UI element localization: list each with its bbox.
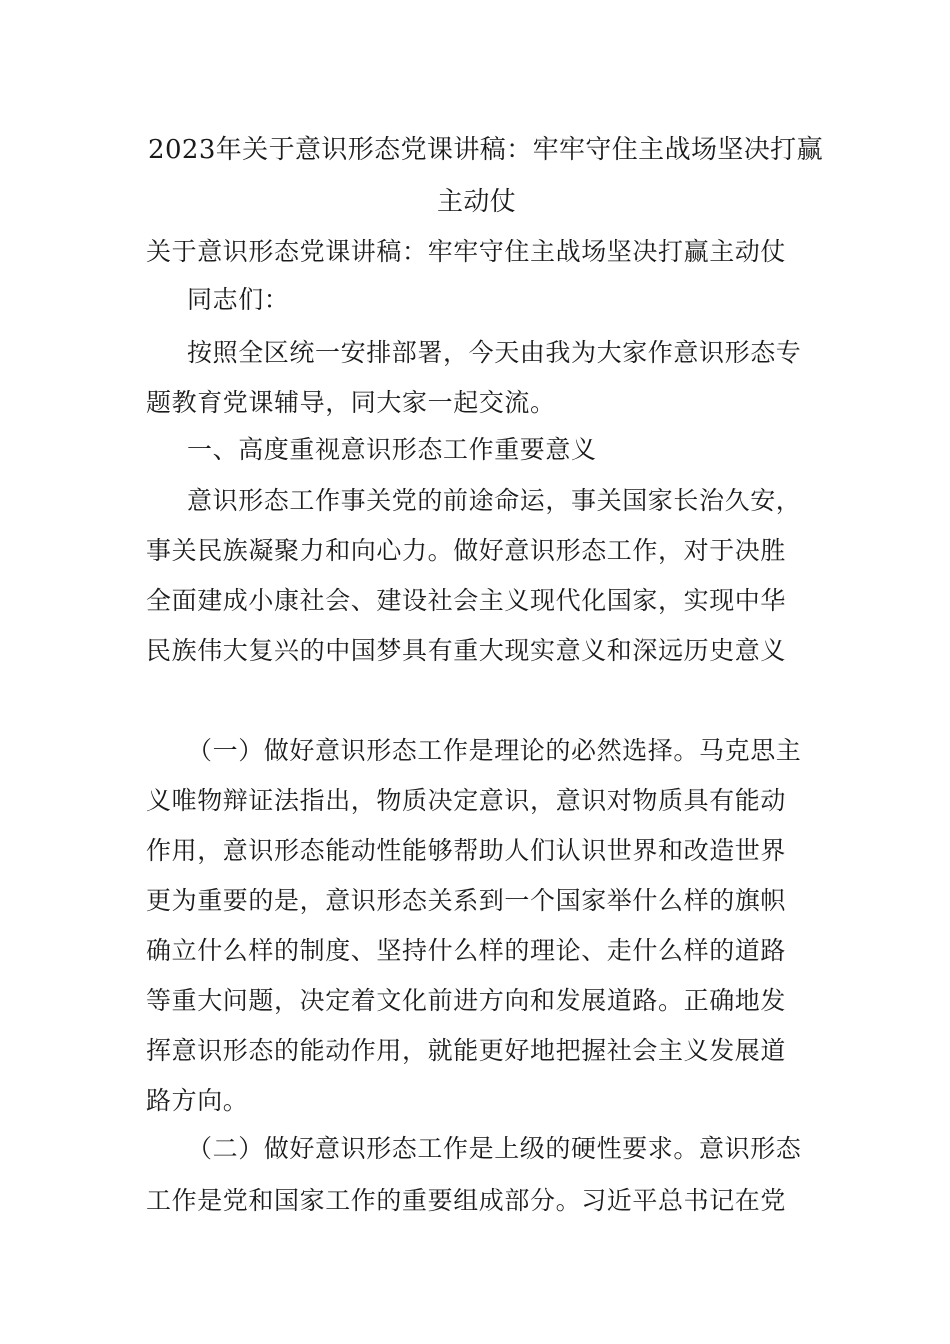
section-1-para-line-3: 全面建成小康社会、建设社会主义现代化国家，实现中华 xyxy=(146,586,787,615)
section-1-para-line-2: 事关民族凝聚力和向心力。做好意识形态工作，对于决胜 xyxy=(146,536,787,565)
subsection-1-line-3: 作用，意识形态能动性能够帮助人们认识世界和改造世界 xyxy=(146,836,787,865)
intro-line-1: 按照全区统一安排部署，今天由我为大家作意识形态专 xyxy=(187,338,802,367)
section-1-heading: 一、高度重视意识形态工作重要意义 xyxy=(187,435,597,464)
subsection-1-line-7: 挥意识形态的能动作用，就能更好地把握社会主义发展道 xyxy=(146,1036,787,1065)
document-subtitle: 关于意识形态党课讲稿：牢牢守住主战场坚决打赢主动仗 xyxy=(146,237,787,266)
salutation: 同志们： xyxy=(187,285,290,314)
subsection-1-line-4: 更为重要的是，意识形态关系到一个国家举什么样的旗帜 xyxy=(146,886,787,915)
subsection-1-line-2: 义唯物辩证法指出，物质决定意识，意识对物质具有能动 xyxy=(146,786,787,815)
subsection-1-line-6: 等重大问题，决定着文化前进方向和发展道路。正确地发 xyxy=(146,986,787,1015)
document-title-line-1: 2023年关于意识形态党课讲稿：牢牢守住主战场坚决打赢 xyxy=(148,135,823,165)
intro-line-2: 题教育党课辅导，同大家一起交流。 xyxy=(146,388,556,417)
subsection-1-line-1: （一）做好意识形态工作是理论的必然选择。马克思主 xyxy=(187,736,802,765)
document-title-line-2: 主动仗 xyxy=(437,187,517,217)
section-1-para-line-1: 意识形态工作事关党的前途命运，事关国家长治久安， xyxy=(187,486,802,515)
section-1-para-line-4: 民族伟大复兴的中国梦具有重大现实意义和深远历史意义 xyxy=(146,636,787,665)
subsection-2-line-2: 工作是党和国家工作的重要组成部分。习近平总书记在党 xyxy=(146,1186,787,1215)
subsection-2-line-1: （二）做好意识形态工作是上级的硬性要求。意识形态 xyxy=(187,1134,802,1163)
subsection-1-line-8: 路方向。 xyxy=(146,1086,249,1115)
subsection-1-line-5: 确立什么样的制度、坚持什么样的理论、走什么样的道路 xyxy=(146,936,787,965)
